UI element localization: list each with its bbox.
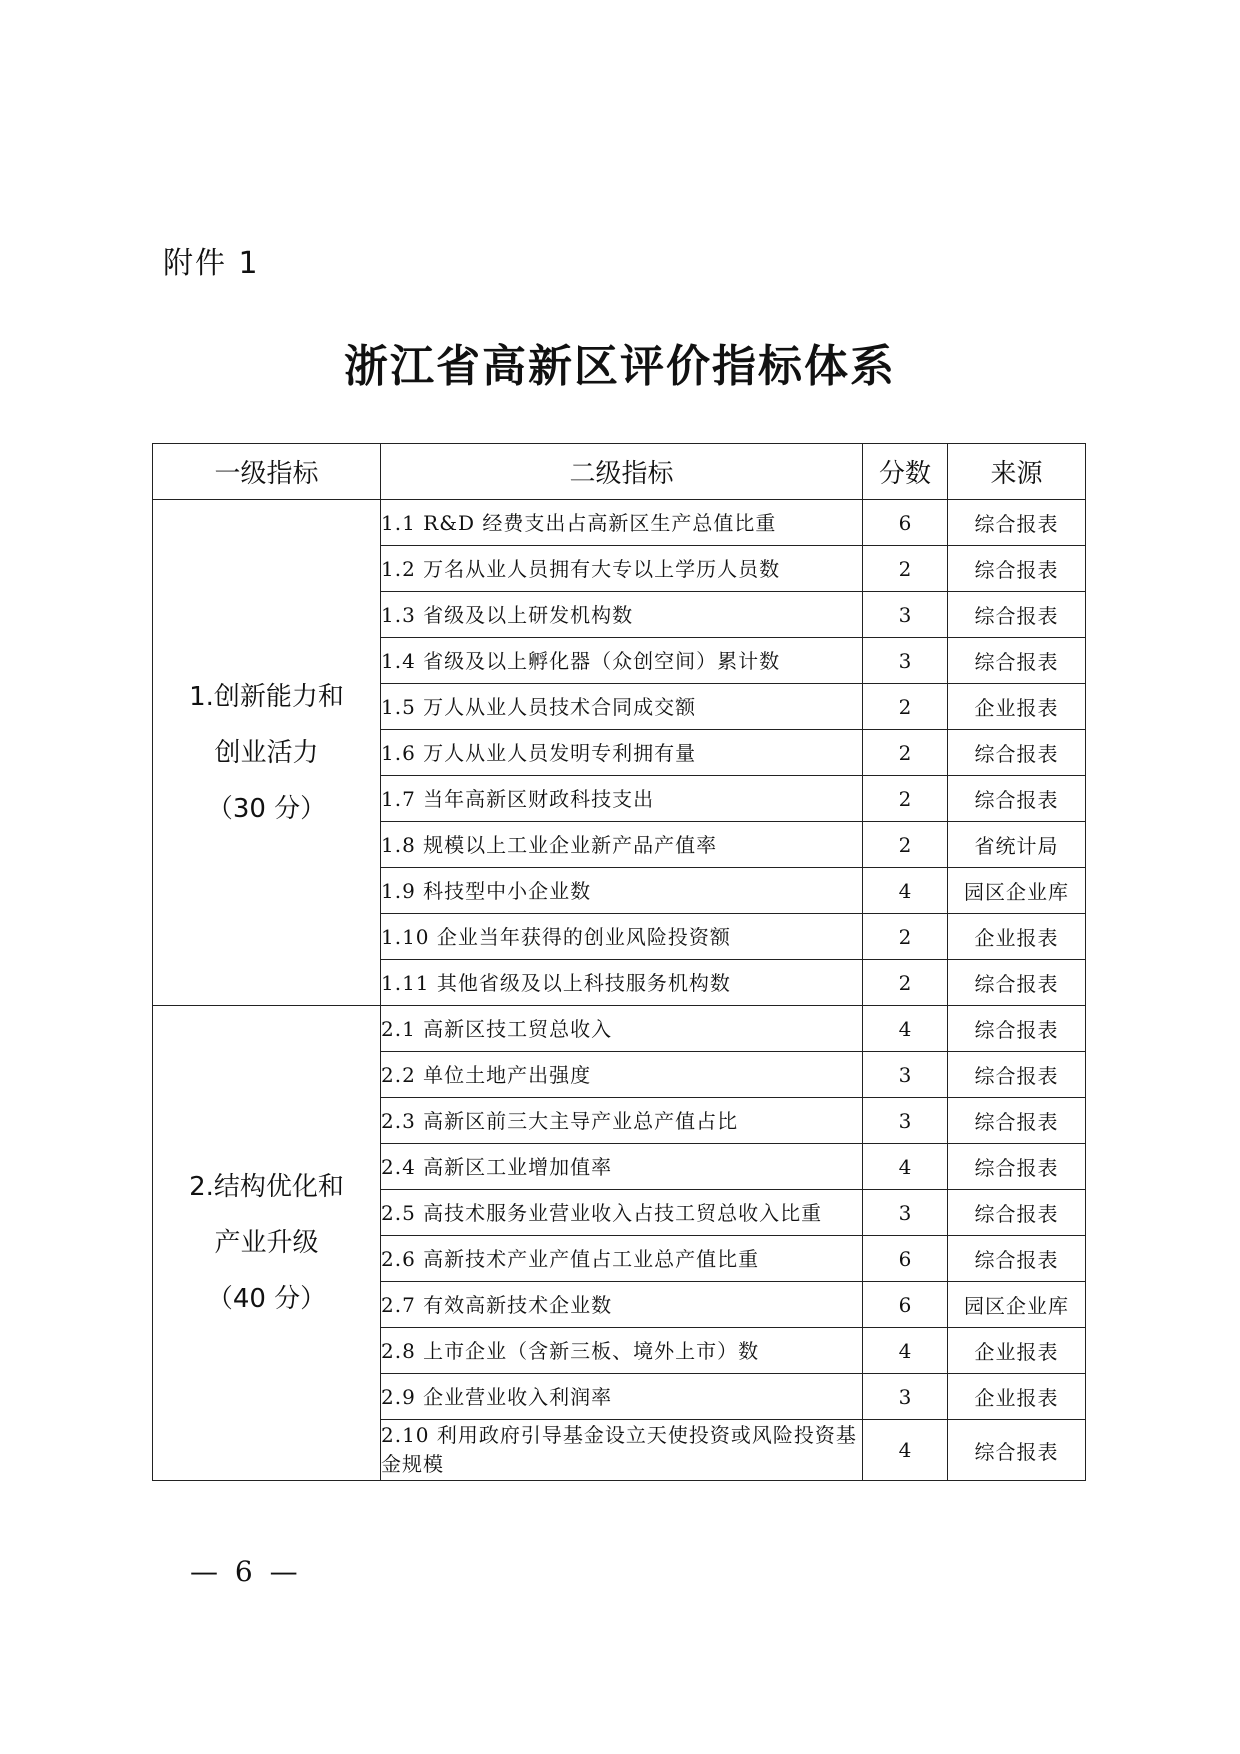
attachment-label: 附件 1 [163,246,260,281]
score-cell: 2 [863,684,948,730]
level1-indicator-line: 2.结构优化和 [189,1172,344,1202]
score-cell: 4 [863,868,948,914]
level1-indicator-line: （40 分） [206,1284,327,1314]
score-cell: 2 [863,776,948,822]
table-body [153,500,1086,1481]
level2-indicator: 2.6 高新技术产业产值占工业总产值比重 [381,1236,863,1282]
score-cell: 3 [863,1374,948,1420]
header-level2: 二级指标 [381,444,863,500]
source-cell: 企业报表 [948,1374,1086,1420]
score-cell: 2 [863,822,948,868]
score-cell: 3 [863,1098,948,1144]
level2-indicator: 2.3 高新区前三大主导产业总产值占比 [381,1098,863,1144]
level2-indicator: 1.2 万名从业人员拥有大专以上学历人员数 [381,546,863,592]
score-cell: 6 [863,1236,948,1282]
source-cell: 企业报表 [948,914,1086,960]
score-cell: 4 [863,1006,948,1052]
source-cell: 园区企业库 [948,868,1086,914]
level2-indicator: 2.10 利用政府引导基金设立天使投资或风险投资基金规模 [381,1420,863,1481]
score-cell: 3 [863,1190,948,1236]
source-cell: 综合报表 [948,638,1086,684]
level2-indicator: 1.3 省级及以上研发机构数 [381,592,863,638]
header-level1: 一级指标 [153,444,381,500]
level2-indicator: 1.6 万人从业人员发明专利拥有量 [381,730,863,776]
source-cell: 综合报表 [948,500,1086,546]
score-cell: 2 [863,914,948,960]
source-cell: 省统计局 [948,822,1086,868]
score-cell: 2 [863,546,948,592]
score-cell: 4 [863,1144,948,1190]
score-cell: 4 [863,1420,948,1481]
score-cell: 6 [863,1282,948,1328]
document-title: 浙江省高新区评价指标体系 [344,341,896,392]
level2-indicator: 2.5 高技术服务业营业收入占技工贸总收入比重 [381,1190,863,1236]
source-cell: 企业报表 [948,684,1086,730]
level2-indicator: 1.4 省级及以上孵化器（众创空间）累计数 [381,638,863,684]
level2-indicator: 1.7 当年高新区财政科技支出 [381,776,863,822]
score-cell: 3 [863,638,948,684]
level2-indicator: 2.8 上市企业（含新三板、境外上市）数 [381,1328,863,1374]
source-cell: 综合报表 [948,730,1086,776]
source-cell: 综合报表 [948,1420,1086,1481]
source-cell: 综合报表 [948,960,1086,1006]
indicator-table [152,443,1086,1481]
source-cell: 综合报表 [948,776,1086,822]
score-cell: 6 [863,500,948,546]
level1-indicator [153,500,381,1006]
table-row [153,500,1086,546]
level1-indicator-line: 1.创新能力和 [189,681,344,712]
level2-indicator: 2.4 高新区工业增加值率 [381,1144,863,1190]
source-cell: 综合报表 [948,1144,1086,1190]
header-score: 分数 [863,444,948,500]
source-cell: 综合报表 [948,1236,1086,1282]
level2-indicator: 1.11 其他省级及以上科技服务机构数 [381,960,863,1006]
level2-indicator: 2.2 单位土地产出强度 [381,1052,863,1098]
level2-indicator: 2.1 高新区技工贸总收入 [381,1006,863,1052]
level2-indicator: 2.7 有效高新技术企业数 [381,1282,863,1328]
page-number: — 6 — [190,1555,302,1588]
level1-indicator-line: 创业活力 [214,737,319,768]
table-header-row [153,444,1086,500]
table-row [153,1006,1086,1052]
source-cell: 综合报表 [948,1006,1086,1052]
source-cell: 综合报表 [948,1098,1086,1144]
level2-indicator: 1.9 科技型中小企业数 [381,868,863,914]
score-cell: 3 [863,592,948,638]
score-cell: 4 [863,1328,948,1374]
level2-indicator: 1.10 企业当年获得的创业风险投资额 [381,914,863,960]
source-cell: 综合报表 [948,546,1086,592]
level2-indicator: 1.1 R&D 经费支出占高新区生产总值比重 [381,500,863,546]
score-cell: 2 [863,960,948,1006]
source-cell: 综合报表 [948,1190,1086,1236]
level2-indicator: 1.8 规模以上工业企业新产品产值率 [381,822,863,868]
level1-indicator [153,1006,381,1481]
header-source: 来源 [948,444,1086,500]
source-cell: 企业报表 [948,1328,1086,1374]
level2-indicator: 2.9 企业营业收入利润率 [381,1374,863,1420]
score-cell: 3 [863,1052,948,1098]
level1-indicator-line: （30 分） [206,793,327,824]
source-cell: 综合报表 [948,1052,1086,1098]
level1-indicator-line: 产业升级 [214,1228,319,1258]
source-cell: 园区企业库 [948,1282,1086,1328]
score-cell: 2 [863,730,948,776]
source-cell: 综合报表 [948,592,1086,638]
level2-indicator: 1.5 万人从业人员技术合同成交额 [381,684,863,730]
